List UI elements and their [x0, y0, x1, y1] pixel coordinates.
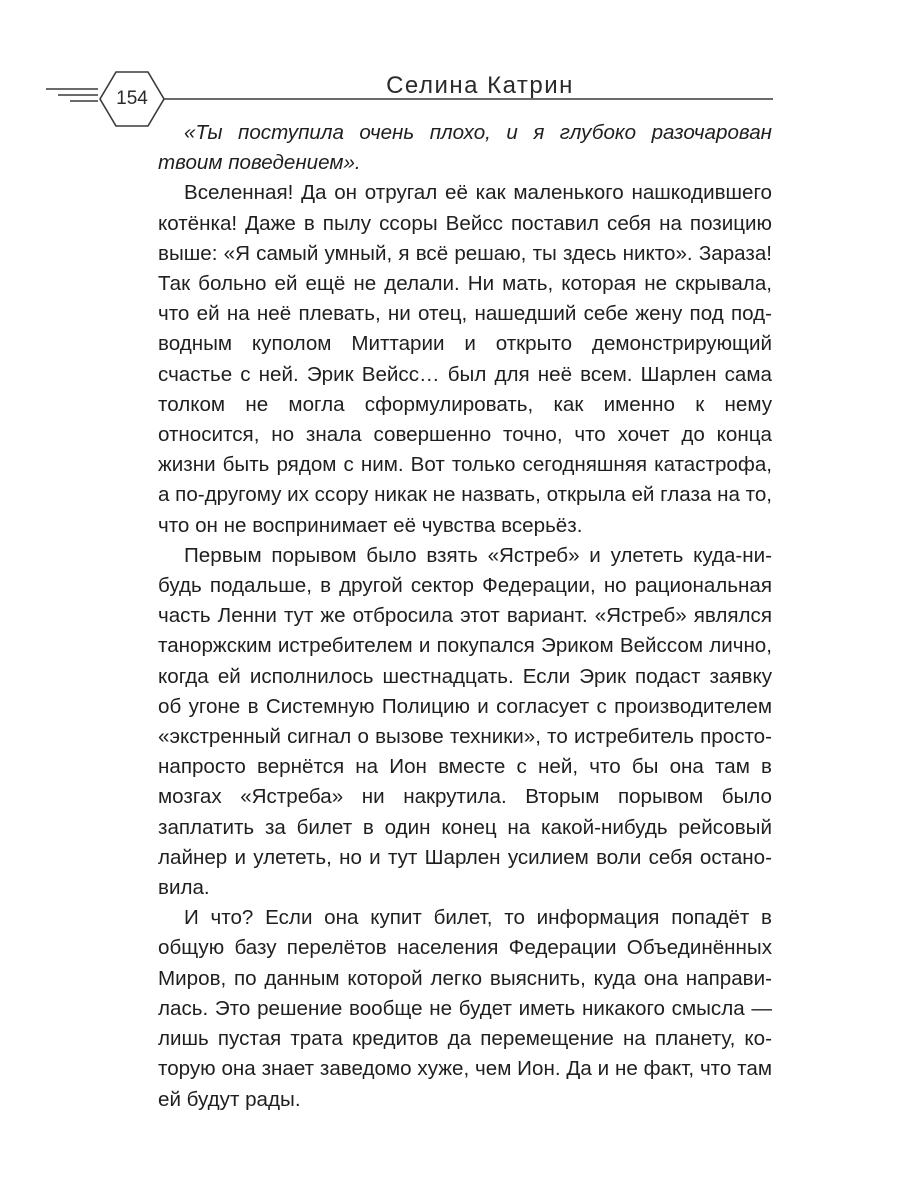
paragraph-1: «Ты поступила очень плохо, и я глубоко разочарован твоим поведением». — [158, 121, 772, 175]
paragraph-2: Вселенная! Да он отругал её как маленького нашкодившего котёнка! Даже в пылу ссоры Вейсс поставил себя на позицию выше: «Я самый умный, я всё решаю, ты здесь никто». Зараза! Так больно ей ещё не делали. Ни мать, которая не скрывала, что ей на неё плевать, ни отец, нашедший себе жену под подводным куполом Миттарии и открыто демонстрирующий счастье с ней. Эрик Вейсс… был для неё всем. Шарлен сама толком не могла сформулировать, как именно к нему относится, но знала совершенно точно, что хочет до конца жизни быть рядом с ним. Вот только сегодняшняя катастрофа, а по-другому их ссору никак не назвать, открыла ей глаза на то, что он не воспринимает её чувства всерьёз. — [158, 181, 772, 537]
paragraph-3: Первым порывом было взять «Ястреб» и улететь куда-нибудь подальше, в другой сектор Федерации, но рациональная часть Ленни тут же отбросила этот вариант. «Ястреб» являлся таноржским истребителем и покупался Эриком Вейссом лично, когда ей исполнилось шестнадцать. Если Эрик подаст заявку об угоне в Системную Полицию и согласует с производителем «экстренный сигнал о вызове техники», то истребитель просто-напросто вернётся на Ион вместе с ней, что бы она там в мозгах «Ястреба» ни накрутила. Вторым порывом было заплатить за билет в один конец на какой-нибудь рейсовый лайнер и улететь, но и тут Шарлен усилием воли себя остановила. — [158, 543, 772, 900]
body-text — [158, 118, 772, 1115]
paragraph-4: И что? Если она купит билет, то информация попадёт в общую базу перелётов населения Федерации Объединённых Миров, по данным которой легко выяснить, куда она направилась. Это решение вообще не будет иметь никакого смысла — лишь пустая трата кредитов да перемещение на планету, которую она знает заведомо хуже, чем Ион. Да и не факт, что там ей будут рады. — [158, 906, 772, 1111]
running-title: Селина Катрин — [386, 72, 574, 99]
page-number: 154 — [116, 88, 148, 109]
